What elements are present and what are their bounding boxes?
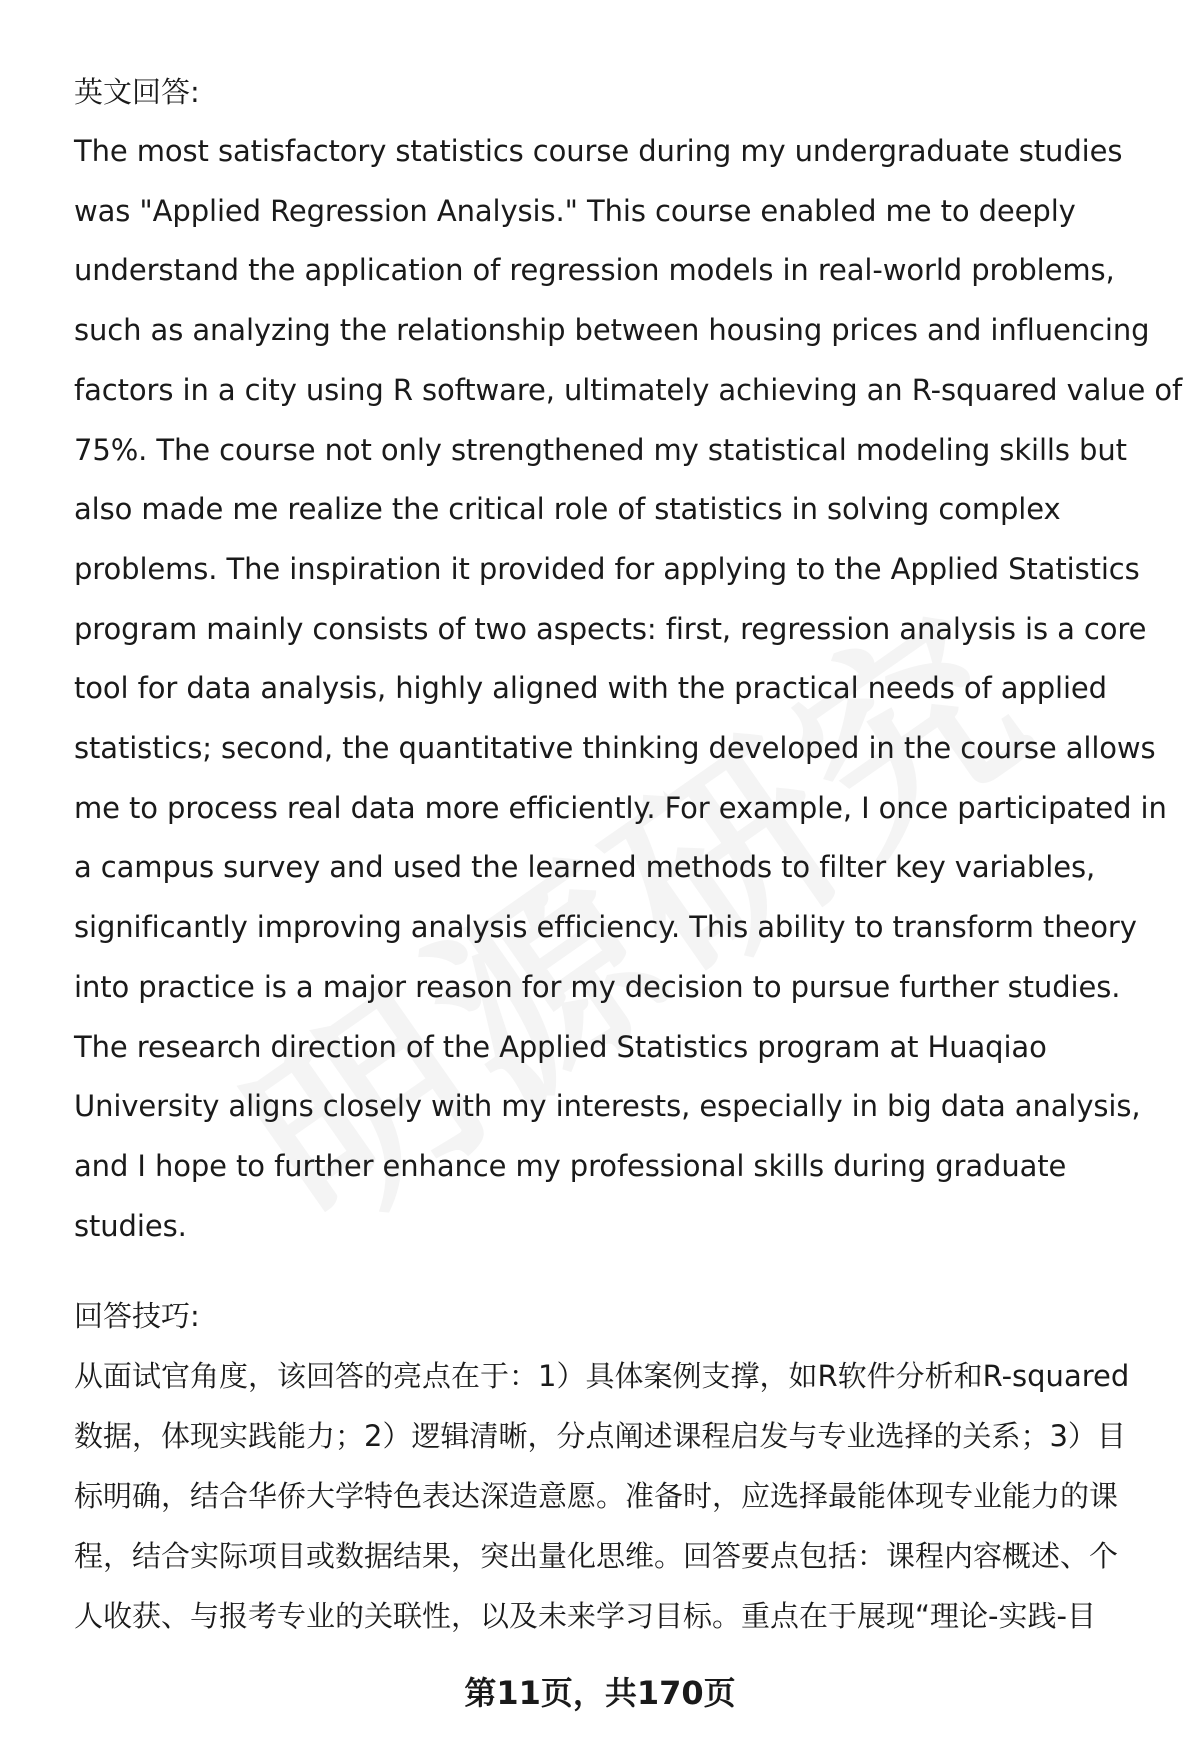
tips-line: 程，结合实际项目或数据结果，突出量化思维。回答要点包括：课程内容概述、个 [74,1539,1119,1574]
page-footer: 第11页，共170页 [464,1674,736,1712]
answer-line: and I hope to further enhance my professional skills during graduate [74,1148,1067,1183]
answer-line: 75%. The course not only strengthened my statistical modeling skills but [74,432,1127,467]
tips-label: 回答技巧: [74,1299,200,1334]
english-answer [74,122,1183,1256]
answer-line: into practice is a major reason for my decision to pursue further studies. [74,969,1121,1004]
answer-line: problems. The inspiration it provided for applying to the Applied Statistics [74,551,1140,586]
answer-line: such as analyzing the relationship between housing prices and influencing [74,313,1150,348]
tips-line: 从面试官角度，该回答的亮点在于：1）具体案例支撑，如R软件分析和R-squared [74,1359,1130,1394]
page-content [74,62,1183,1646]
answer-line: significantly improving analysis efficiency. This ability to transform theory [74,910,1137,945]
answer-line: University aligns closely with my interests, especially in big data analysis, [74,1089,1141,1124]
answer-line: was "Applied Regression Analysis." This course enabled me to deeply [74,193,1076,228]
answer-line: studies. [74,1208,187,1243]
answer-line: program mainly consists of two aspects: first, regression analysis is a core [74,611,1147,646]
answer-line: statistics; second, the quantitative thinking developed in the course allows [74,731,1156,766]
answer-line: a campus survey and used the learned methods to filter key variables, [74,850,1096,885]
answer-line: understand the application of regression models in real-world problems, [74,253,1115,288]
tips-section [74,1286,1164,1646]
answer-line: factors in a city using R software, ultimately achieving an R-squared value of [74,372,1183,407]
answer-line: The research direction of the Applied Statistics program at Huaqiao [74,1029,1047,1064]
tips-line: 人收获、与报考专业的关联性，以及未来学习目标。重点在于展现“理论-实践-目 [74,1599,1096,1634]
answer-line: me to process real data more efficiently. For example, I once participated in [74,790,1167,825]
answer-label: 英文回答: [74,75,200,109]
answer-line: The most satisfactory statistics course during my undergraduate studies [74,134,1123,168]
tips-line: 标明确，结合华侨大学特色表达深造意愿。准备时，应选择最能体现专业能力的课 [74,1479,1119,1514]
answer-line: tool for data analysis, highly aligned with the practical needs of applied [74,671,1107,706]
tips-line: 数据，体现实践能力；2）逻辑清晰，分点阐述课程启发与专业选择的关系；3）目 [74,1419,1126,1454]
answer-line: also made me realize the critical role of statistics in solving complex [74,492,1061,527]
tips-text [74,1346,1164,1646]
